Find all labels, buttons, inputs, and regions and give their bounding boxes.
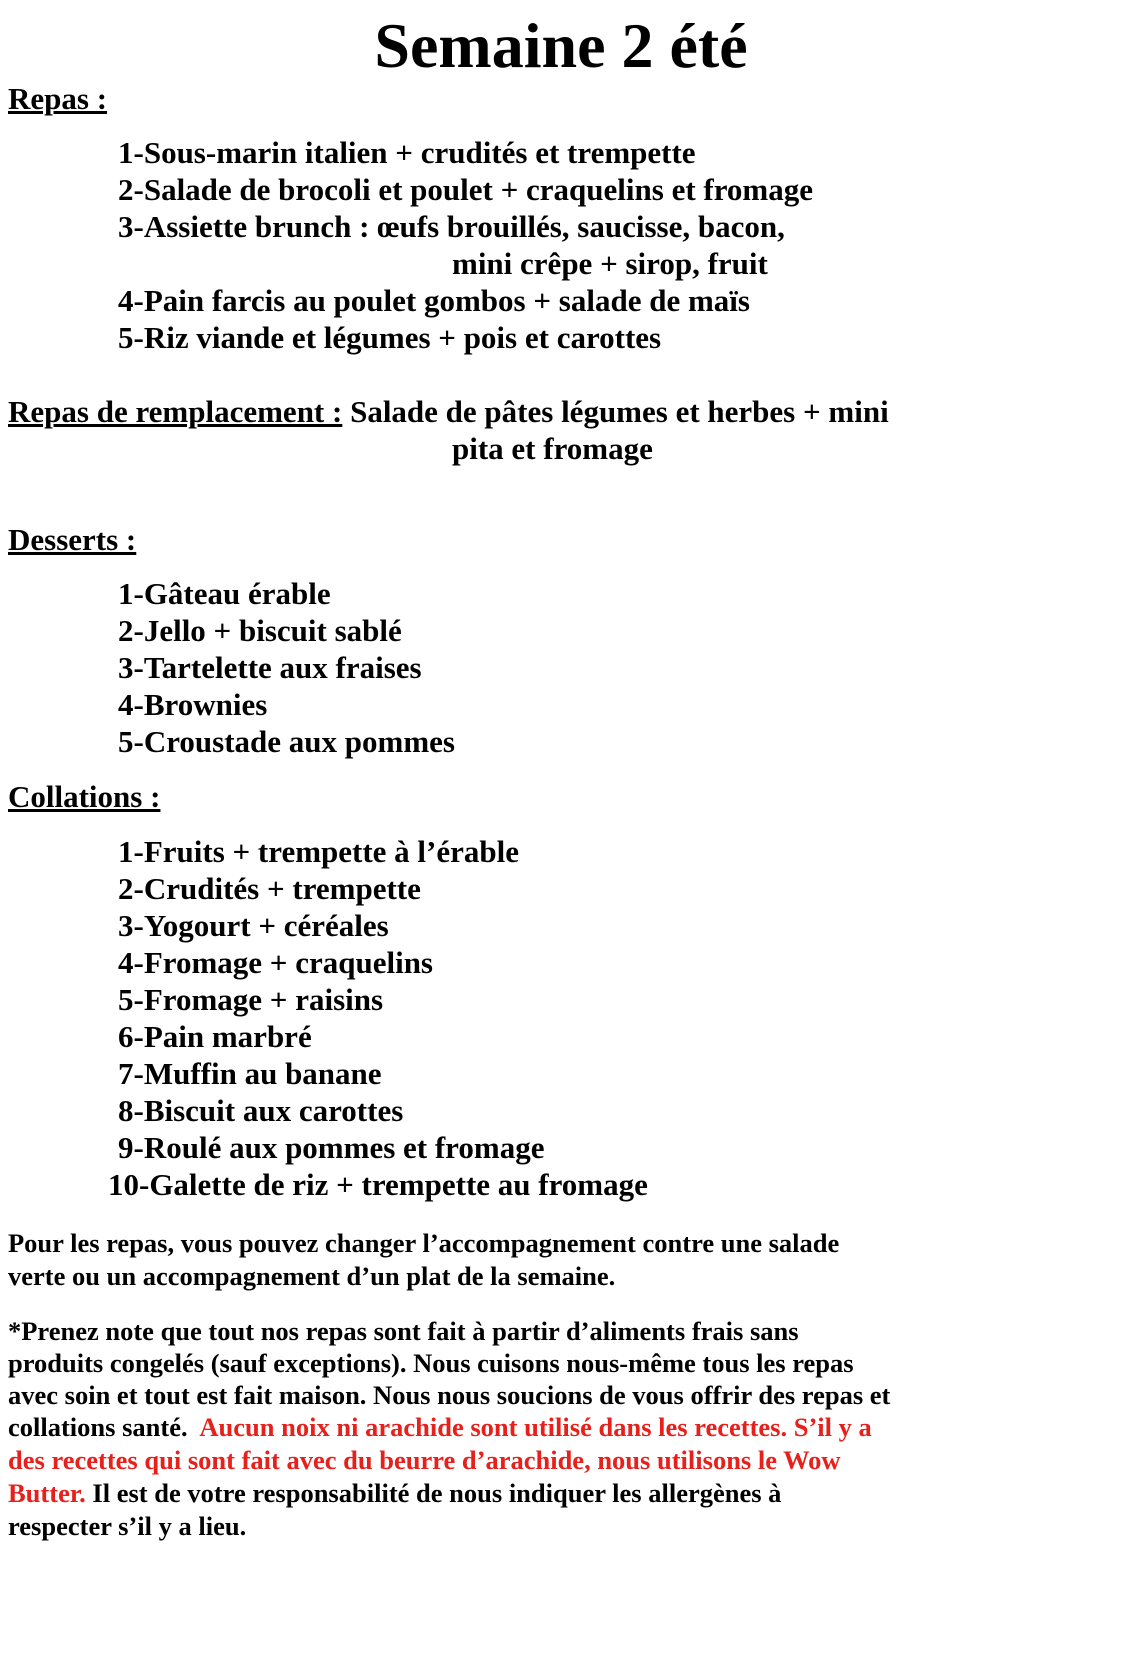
collation-item-6: 6-Pain marbré	[118, 1019, 312, 1054]
collation-item-4: 4-Fromage + craquelins	[118, 945, 433, 980]
remplacement-line-1: Salade de pâtes légumes et herbes + mini	[350, 394, 889, 429]
collation-item-8: 8-Biscuit aux carottes	[118, 1093, 404, 1128]
note-info-line-6	[8, 1477, 781, 1510]
repas-heading: Repas :	[8, 81, 108, 116]
dessert-item-5: 5-Croustade aux pommes	[118, 724, 455, 759]
collation-item-10: 10-Galette de riz + trempette au fromage	[108, 1167, 648, 1202]
note-info-line-4-text: collations santé.	[8, 1412, 188, 1442]
desserts-heading: Desserts :	[8, 522, 137, 557]
repas-item-4: 4-Pain farcis au poulet gombos + salade de maïs	[118, 283, 750, 318]
repas-item-1: 1-Sous-marin italien + crudités et trempette	[118, 135, 696, 170]
collation-item-2: 2-Crudités + trempette	[118, 871, 421, 906]
allergy-warning-part-1: Aucun noix ni arachide sont utilisé dans les recettes. S’il y a	[199, 1412, 872, 1442]
dessert-item-1: 1-Gâteau érable	[118, 576, 331, 611]
repas-item-5: 5-Riz viande et légumes + pois et carottes	[118, 320, 662, 355]
note-info-line-2: produits congelés (sauf exceptions). Nous cuisons nous-même tous les repas	[8, 1348, 854, 1378]
dessert-item-4: 4-Brownies	[118, 687, 268, 722]
collation-item-7: 7-Muffin au banane	[118, 1056, 382, 1091]
page-title: Semaine 2 été	[374, 10, 748, 81]
note-info-line-7: respecter s’il y a lieu.	[8, 1511, 247, 1541]
remplacement-row	[8, 393, 889, 431]
repas-item-2: 2-Salade de brocoli et poulet + craquelins et fromage	[118, 172, 814, 207]
repas-item-3: 3-Assiette brunch : œufs brouillés, saucisse, bacon,	[118, 209, 785, 244]
dessert-item-3: 3-Tartelette aux fraises	[118, 650, 422, 685]
repas-item-3-continued: mini crêpe + sirop, fruit	[452, 246, 768, 281]
collation-item-1: 1-Fruits + trempette à l’érable	[118, 834, 520, 869]
collation-item-9: 9-Roulé aux pommes et fromage	[118, 1130, 545, 1165]
note-info-line-4	[8, 1411, 872, 1444]
note-accompagnement-line-1: Pour les repas, vous pouvez changer l’accompagnement contre une salade	[8, 1228, 840, 1258]
collations-heading: Collations :	[8, 779, 161, 814]
note-info-line-3: avec soin et tout est fait maison. Nous nous soucions de vous offrir des repas et	[8, 1380, 891, 1410]
collation-item-3: 3-Yogourt + céréales	[118, 908, 389, 943]
allergy-warning-part-2: des recettes qui sont fait avec du beurre d’arachide, nous utilisons le Wow	[8, 1445, 841, 1475]
allergy-warning-part-3: Butter.	[8, 1478, 86, 1508]
dessert-item-2: 2-Jello + biscuit sablé	[118, 613, 402, 648]
note-info-line-1: *Prenez note que tout nos repas sont fait à partir d’aliments frais sans	[8, 1316, 799, 1346]
remplacement-line-2: pita et fromage	[452, 431, 653, 466]
collation-item-5: 5-Fromage + raisins	[118, 982, 384, 1017]
note-accompagnement-line-2: verte ou un accompagnement d’un plat de la semaine.	[8, 1261, 616, 1291]
remplacement-heading: Repas de remplacement :	[8, 394, 343, 429]
note-info-line-6-text: Il est de votre responsabilité de nous indiquer les allergènes à	[92, 1478, 782, 1508]
